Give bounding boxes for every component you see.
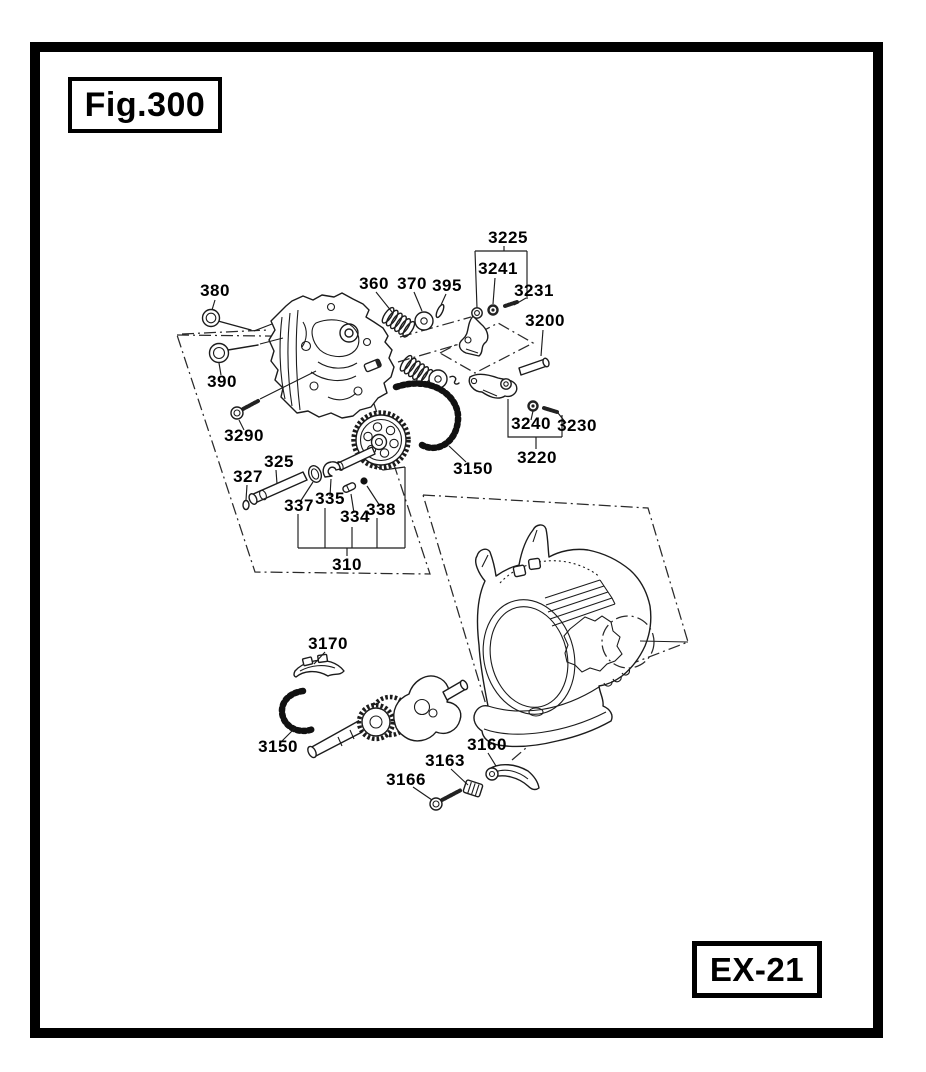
timing-chain-lower	[282, 691, 313, 731]
part-label-395: 395	[432, 276, 462, 295]
tensioner-3160	[486, 765, 539, 790]
part-label-3240: 3240	[511, 414, 551, 433]
valve-keeper-395	[435, 304, 446, 319]
leader-370	[414, 292, 422, 311]
part-label-310: 310	[332, 555, 362, 574]
leader-380	[212, 300, 215, 310]
valve-380-stem	[218, 321, 251, 330]
part-label-3200: 3200	[525, 311, 565, 330]
leader-360	[376, 292, 392, 312]
nut-3240	[529, 402, 538, 411]
leader-395	[441, 294, 446, 305]
part-label-334: 334	[340, 507, 370, 526]
part-label-3231: 3231	[514, 281, 554, 300]
spring-retainer-370	[415, 312, 433, 330]
part-label-3170: 3170	[308, 634, 348, 653]
part-label-327: 327	[233, 467, 263, 486]
leader-3160	[488, 753, 496, 766]
ball-338	[360, 477, 367, 484]
part-label-3166: 3166	[386, 770, 426, 789]
part-label-3163: 3163	[425, 751, 465, 770]
part-label-325: 325	[264, 452, 294, 471]
crankshaft	[306, 676, 469, 759]
part-label-3290: 3290	[224, 426, 264, 445]
page-code: EX-21	[709, 950, 805, 988]
spring-3163	[463, 780, 483, 798]
crank-counterweights	[394, 676, 461, 741]
part-label-338: 338	[366, 500, 396, 519]
crank-sprocket-rim	[362, 708, 390, 736]
valve-380	[203, 310, 273, 332]
part-label-335: 335	[315, 489, 345, 508]
part-label-3225: 3225	[488, 228, 528, 247]
leader-325	[276, 470, 277, 484]
sprocket-hub	[372, 435, 387, 450]
valve-keeper-lower	[450, 376, 459, 384]
valve-390-head	[210, 344, 229, 363]
leader-3200	[541, 330, 543, 356]
crankcase-outline	[474, 525, 651, 746]
part-label-3220: 3220	[517, 448, 557, 467]
part-label-380: 380	[200, 281, 230, 300]
part-label-390: 390	[207, 372, 237, 391]
part-label-360: 360	[359, 274, 389, 293]
rocker-arm-upper	[459, 308, 487, 356]
part-label-3230: 3230	[557, 416, 597, 435]
part-label-370: 370	[397, 274, 427, 293]
part-label-3150: 3150	[453, 459, 493, 478]
part-label-3241: 3241	[478, 259, 518, 278]
clip-327	[243, 501, 249, 510]
page-code-box	[692, 941, 822, 998]
cylinder-head	[269, 293, 394, 418]
leader-3163	[451, 769, 468, 785]
bolt-3290-head	[231, 407, 243, 419]
crankcase	[471, 525, 688, 746]
leader-3241	[493, 278, 495, 304]
part-label-3160: 3160	[467, 735, 507, 754]
valve-380-axis	[254, 324, 272, 331]
pivot-pin-3200	[519, 357, 550, 375]
bolt-3290-thread	[243, 401, 258, 409]
screw-3230	[544, 408, 557, 412]
part-label-3150: 3150	[258, 737, 298, 756]
cam-hook-335	[323, 462, 340, 477]
leader-327	[246, 485, 247, 500]
valve-390-stem	[228, 345, 258, 350]
figure-number: Fig.300	[84, 85, 206, 124]
valve-380-head	[203, 310, 220, 327]
bolt-3166	[430, 790, 461, 810]
nut-3241	[489, 306, 498, 315]
o-ring-337	[306, 464, 323, 484]
rocker-arm-lower	[469, 374, 516, 398]
part-label-337: 337	[284, 496, 314, 515]
